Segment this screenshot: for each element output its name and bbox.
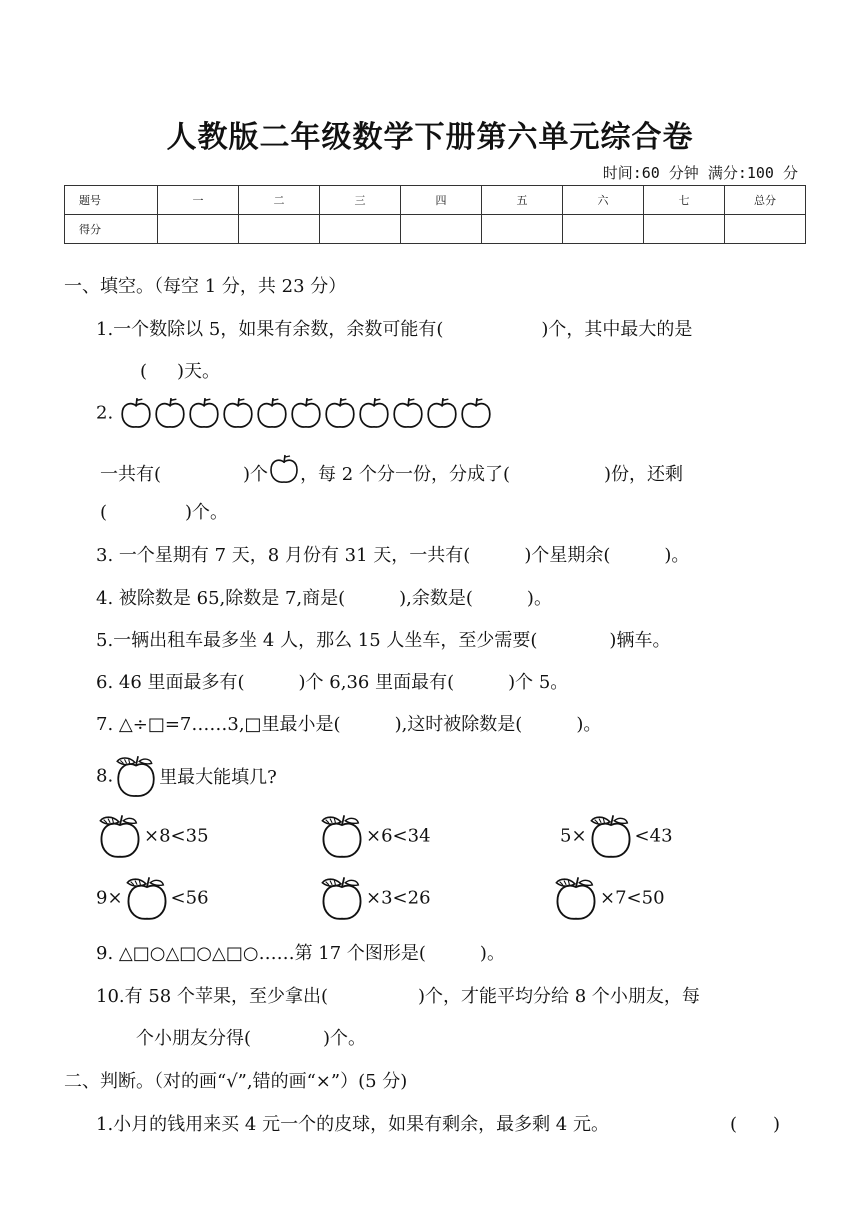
q2-text-c: ，每 2 个分一份，分成了( xyxy=(300,464,510,485)
leafy-apple-icon xyxy=(587,812,635,860)
q8-item-post: <56 xyxy=(170,887,209,909)
question-9: 9. △□○△□○△□○……第 17 个图形是( )。 xyxy=(96,943,505,964)
q8-item xyxy=(96,812,209,860)
section1-heading: 一、填空。（每空 1 分，共 23 分） xyxy=(64,276,347,297)
apple-icon xyxy=(268,452,300,486)
question-4: 4. 被除数是 65,除数是 7,商是( ),余数是( )。 xyxy=(96,588,552,609)
question-8 xyxy=(96,753,277,799)
question-7: 7. △÷□=7……3,□里最小是( ),这时被除数是( )。 xyxy=(96,714,602,735)
q8-item xyxy=(552,874,665,922)
score-header-cell: 总分 xyxy=(725,186,806,215)
page-title: 人教版二年级数学下册第六单元综合卷 xyxy=(166,120,694,155)
score-header-cell: 七 xyxy=(644,186,725,215)
score-input-cell[interactable] xyxy=(239,215,320,244)
apple-icon xyxy=(119,396,153,430)
score-header-row xyxy=(65,186,806,215)
q1-text-d: )天。 xyxy=(177,361,221,382)
question-5: 5.一辆出租车最多坐 4 人，那么 15 人坐车，至少需要( )辆车。 xyxy=(96,630,671,651)
q2-text-e: ( xyxy=(100,502,108,523)
score-input-cell[interactable] xyxy=(320,215,401,244)
apple-icon xyxy=(391,396,425,430)
score-header-cell: 四 xyxy=(401,186,482,215)
apple-icon xyxy=(289,396,323,430)
q8-item-post: ×8<35 xyxy=(144,825,209,847)
apple-row xyxy=(119,396,493,430)
apple-icon xyxy=(255,396,289,430)
q1-text-b: )个，其中最大的是 xyxy=(541,319,693,340)
apple-icon xyxy=(323,396,357,430)
score-header-cell: 六 xyxy=(563,186,644,215)
score-input-cell[interactable] xyxy=(482,215,563,244)
q2-text-a: 一共有( xyxy=(100,464,162,485)
q2-number: 2. xyxy=(96,402,114,424)
q8-item-pre: 5× xyxy=(560,825,587,847)
q8-item-post: <43 xyxy=(634,825,673,847)
q8-item-post: ×7<50 xyxy=(600,887,665,909)
apple-icon xyxy=(459,396,493,430)
leafy-apple-icon xyxy=(113,753,159,799)
score-value-row xyxy=(65,215,806,244)
apple-icon xyxy=(153,396,187,430)
question-2-cont xyxy=(100,498,228,524)
score-input-cell[interactable] xyxy=(563,215,644,244)
question-1-cont xyxy=(140,357,220,383)
q8-item xyxy=(318,874,431,922)
apple-icon xyxy=(425,396,459,430)
score-input-cell[interactable] xyxy=(644,215,725,244)
question-6: 6. 46 里面最多有( )个 6,36 里面最有( )个 5。 xyxy=(96,672,569,693)
apple-icon xyxy=(357,396,391,430)
score-header-cell: 三 xyxy=(320,186,401,215)
apple-icon xyxy=(187,396,221,430)
q8-item xyxy=(96,874,209,922)
score-input-cell[interactable] xyxy=(158,215,239,244)
score-header-cell: 一 xyxy=(158,186,239,215)
score-input-cell[interactable] xyxy=(725,215,806,244)
q2-text-b: )个 xyxy=(243,464,269,485)
judge-question-1: 1.小月的钱用来买 4 元一个的皮球，如果有剩余，最多剩 4 元。 xyxy=(96,1114,609,1135)
q2-text-f: )个。 xyxy=(185,502,229,523)
leafy-apple-icon xyxy=(318,874,366,922)
section2-heading: 二、判断。（对的画“√”,错的画“×”）(5 分) xyxy=(64,1071,408,1092)
q8-item-post: ×6<34 xyxy=(366,825,431,847)
judge-answer-paren[interactable]: ( ) xyxy=(730,1114,781,1135)
score-table xyxy=(64,185,806,244)
question-10: 10.有 58 个苹果，至少拿出( )个，才能平均分给 8 个小朋友，每 xyxy=(96,986,700,1007)
q1-text-a: 1.一个数除以 5，如果有余数，余数可能有( xyxy=(96,319,444,340)
q8-item xyxy=(318,812,431,860)
q8-number: 8. xyxy=(96,765,114,787)
question-2-apples xyxy=(96,396,493,430)
q8-text: 里最大能填几? xyxy=(159,767,277,788)
leafy-apple-icon xyxy=(96,812,144,860)
score-row-label: 得分 xyxy=(65,215,158,244)
q8-item-pre: 9× xyxy=(96,887,123,909)
score-input-cell[interactable] xyxy=(401,215,482,244)
q8-item xyxy=(560,812,673,860)
exam-meta: 时间:60 分钟 满分:100 分 xyxy=(602,164,798,182)
question-10-cont: 个小朋友分得( )个。 xyxy=(136,1028,367,1049)
leafy-apple-icon xyxy=(318,812,366,860)
leafy-apple-icon xyxy=(552,874,600,922)
q2-text-d: )份，还剩 xyxy=(603,464,684,485)
question-3: 3. 一个星期有 7 天，8 月份有 31 天，一共有( )个星期余( )。 xyxy=(96,545,690,566)
question-2 xyxy=(100,452,683,486)
score-header-cell: 二 xyxy=(239,186,320,215)
q1-text-c: ( xyxy=(140,361,148,382)
question-1 xyxy=(96,315,692,341)
leafy-apple-icon xyxy=(123,874,171,922)
score-header-cell: 五 xyxy=(482,186,563,215)
score-header-cell: 题号 xyxy=(65,186,158,215)
q8-item-post: ×3<26 xyxy=(366,887,431,909)
apple-icon xyxy=(221,396,255,430)
